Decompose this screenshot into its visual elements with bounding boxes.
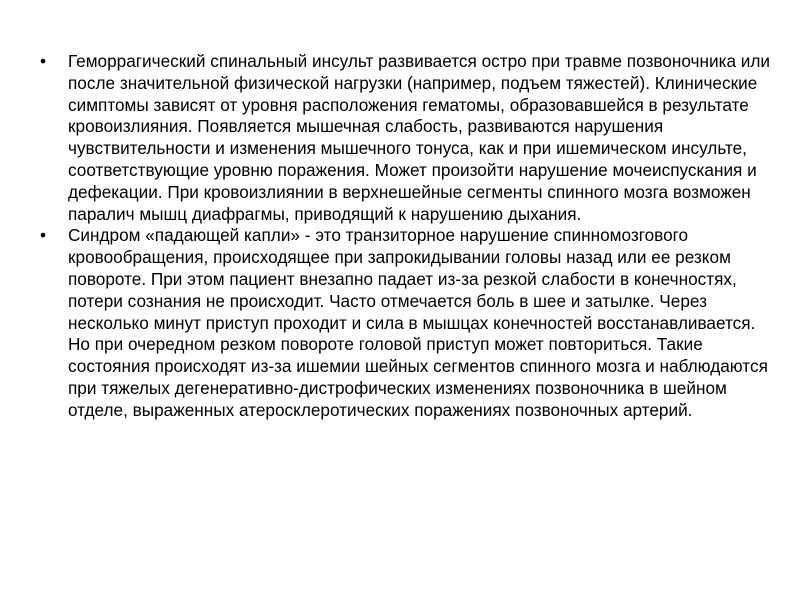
- bullet-list: [40, 51, 775, 422]
- paragraph-text: Геморрагический спинальный инсульт развивается остро при травме позвоночника или после значительной физической нагрузки (например, подъем тяжестей). Клинические симптомы зависят от уровня расположения гематомы, образовавшейся в результате кровоизлияния. Появляется мышечная слабость, развиваются нарушения чувствительности и изменения мышечного тонуса, как и при ишемическом инсульте, соответствующие уровню поражения. Может произойти нарушение мочеиспускания и дефекации. При кровоизлиянии в верхнешейные сегменты спинного мозга возможен паралич мышц диафрагмы, приводящий к нарушению дыхания.: [68, 51, 771, 224]
- bullet-icon: •: [40, 51, 47, 71]
- bullet-item-hemorrhagic-stroke: [40, 51, 775, 225]
- paragraph-text: Синдром «падающей капли» - это транзиторное нарушение спинномозгового кровообращения, происходящее при запрокидывании головы назад или ее резком повороте. При этом пациент внезапно падает из-за резкой слабости в конечностях, потери сознания не происходит. Часто отмечается боль в шее и затылке. Через несколько минут приступ проходит и сила в мышцах конечностей восстанавливается. Но при очередном резком повороте головой приступ может повториться. Такие состояния происходят из-за ишемии шейных сегментов спинного мозга и наблюдаются при тяжелых дегенеративно-дистрофических изменениях позвоночника в шейном отделе, выраженных атеросклеротических поражениях позвоночных артерий.: [68, 225, 768, 420]
- bullet-item-drop-attack-syndrome: [40, 225, 775, 421]
- bullet-icon: •: [40, 225, 47, 246]
